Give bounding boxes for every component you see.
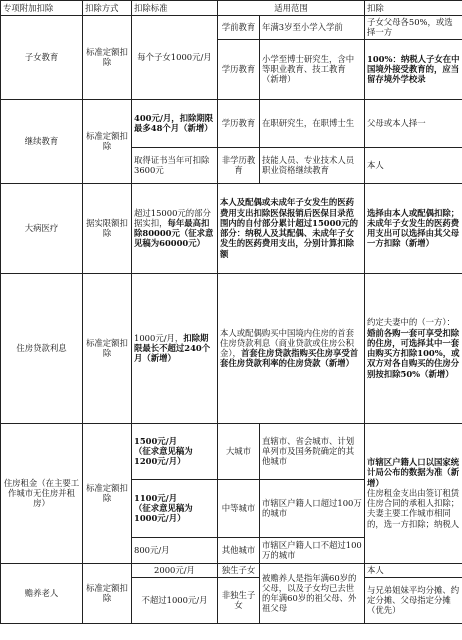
scope-label-cell: 非独生子女 xyxy=(218,577,260,623)
scope-label-cell: 学历教育 xyxy=(218,99,260,147)
deduct-text: 住房租金支出由签订租赁住房合同的承租人扣除；夫妻主要工作城市相同的，选一方扣除；纳税人 xyxy=(367,487,460,529)
scope-label-cell: 其他城市 xyxy=(218,537,260,563)
table-row xyxy=(1,16,462,40)
standard-value: 1100元/月 xyxy=(134,492,178,503)
deduct-cell: 本人 xyxy=(365,147,462,183)
category-medical: 大病医疗 xyxy=(1,183,83,273)
deduct-cell: 本人 xyxy=(365,563,462,577)
scope-label-cell: 学历教育 xyxy=(218,39,260,99)
scope-cell xyxy=(218,273,365,423)
table-row xyxy=(1,99,462,147)
deduct-text-bold: 婚前各购一套可享受扣除的住房，可选择其中一套由购买方扣除100%，或双方对各自购买的住房分别按扣除50%（新增） xyxy=(367,327,460,379)
header-scope: 适用范围 xyxy=(218,1,365,16)
method-cell: 标准定额扣除 xyxy=(83,563,132,623)
standard-cell xyxy=(132,423,218,479)
scope-cell: 被赡养人是指年满60岁的父母，以及子女均已去世的年满60岁的祖父母、外祖父母 xyxy=(260,563,365,623)
method-cell: 标准定额扣除 xyxy=(83,16,132,100)
table-row xyxy=(1,183,462,273)
scope-label-cell: 大城市 xyxy=(218,423,260,479)
standard-cell: 取得证书当年可扣除3600元 xyxy=(132,147,218,183)
standard-cell xyxy=(132,479,218,537)
standard-cell: 2000元/月 xyxy=(132,563,218,577)
scope-label-cell: 独生子女 xyxy=(218,563,260,577)
standard-text-bold: 每年最高扣除80000元（征求意见稿为60000元） xyxy=(134,217,214,249)
method-cell: 标准定额扣除 xyxy=(83,99,132,183)
standard-cell: 400元/月，扣除期限最多48个月（新增） xyxy=(132,99,218,147)
standard-note: （征求意见稿为1200元/月） xyxy=(134,445,193,467)
scope-text: 本人或配偶购买中国境内住房的首套住房贷款利息（商业贷款或住房公积金）， xyxy=(220,327,354,358)
standard-cell xyxy=(132,273,218,423)
scope-label-cell: 中等城市 xyxy=(218,479,260,537)
standard-text: 1000元/月， xyxy=(134,332,184,343)
method-cell: 标准定额扣除 xyxy=(83,273,132,423)
method-cell: 标准定额扣除 xyxy=(83,423,132,563)
deduct-cell: 选择由本人或配偶扣除；未成年子女发生的医药费用支出可以选择由其父母一方扣除（新增） xyxy=(365,183,462,273)
header-deduct: 扣除 xyxy=(365,1,462,16)
category-rent: 住房租金（在主要工作城市无住房并租房） xyxy=(1,423,83,563)
scope-label-cell: 学前教育 xyxy=(218,16,260,40)
standard-cell: 每个子女1000元/月 xyxy=(132,16,218,100)
category-children: 子女教育 xyxy=(1,16,83,100)
table-row xyxy=(1,563,462,577)
deduct-cell xyxy=(365,273,462,423)
scope-text-bold: 首套住房贷款指购买住房享受首套住房贷款利率的住房贷款（新增） xyxy=(220,348,359,369)
table-header-row xyxy=(1,1,462,16)
method-cell: 据实限额扣除 xyxy=(83,183,132,273)
scope-cell: 在职研究生，在职博士生 xyxy=(260,99,365,147)
deduct-cell: 与兄弟姐妹平均分摊、约定分摊、父母指定分摊（优先） xyxy=(365,577,462,623)
header-standard: 扣除标准 xyxy=(132,1,218,16)
scope-cell: 市辖区户籍人口不超过100万的城市 xyxy=(260,537,365,563)
deduct-cell xyxy=(365,423,462,563)
deduct-cell: 父母或本人择一 xyxy=(365,99,462,147)
scope-cell: 技能人员、专业技术人员职业资格继续教育 xyxy=(260,147,365,183)
scope-cell: 直辖市、省会城市、计划单列市及国务院确定的其他城市 xyxy=(260,423,365,479)
standard-cell xyxy=(132,183,218,273)
table-row xyxy=(1,273,462,423)
deduct-text-bold: 市辖区户籍人口以国家统计局公布的数据为准（新增） xyxy=(367,457,460,488)
deduct-text: 约定夫妻中的（一方）： xyxy=(367,317,455,328)
standard-text: 超过15000元的部分据实扣， xyxy=(134,207,211,228)
category-elderly: 赡养老人 xyxy=(1,563,83,623)
standard-cell: 不超过1000元/月 xyxy=(132,577,218,623)
category-continuing: 继续教育 xyxy=(1,99,83,183)
standard-note: （征求意见稿为1000元/月） xyxy=(134,502,193,524)
deduct-cell: 子女父母各50%，或选择一方 xyxy=(365,16,462,40)
header-method: 扣除方式 xyxy=(83,1,132,16)
scope-cell: 本人及配偶或未成年子女发生的医药费用支出扣除医保报销后医保目录范围内的自付部分累计超过15000元的部分：纳税人及其配偶、未成年子女发生的医药费用支出，分别计算扣除额 xyxy=(218,183,365,273)
category-housing-loan: 住房贷款利息 xyxy=(1,273,83,423)
table-row xyxy=(1,423,462,479)
scope-cell: 年满3岁至小学入学前 xyxy=(260,16,365,40)
standard-cell: 800元/月 xyxy=(132,537,218,563)
scope-cell: 市辖区户籍人口超过100万的城市 xyxy=(260,479,365,537)
scope-label-cell: 非学历教育 xyxy=(218,147,260,183)
deduct-cell: 100%：纳税人子女在中国境外接受教育的，应当留存境外学校录 xyxy=(365,39,462,99)
scope-cell: 小学至博士研究生，含中等职业教育、技工教育（新增） xyxy=(260,39,365,99)
standard-text-bold: 扣除期限最长不超过240个月（新增） xyxy=(134,332,211,364)
standard-value: 1500元/月 xyxy=(134,435,178,446)
header-item: 专项附加扣除 xyxy=(1,1,83,16)
